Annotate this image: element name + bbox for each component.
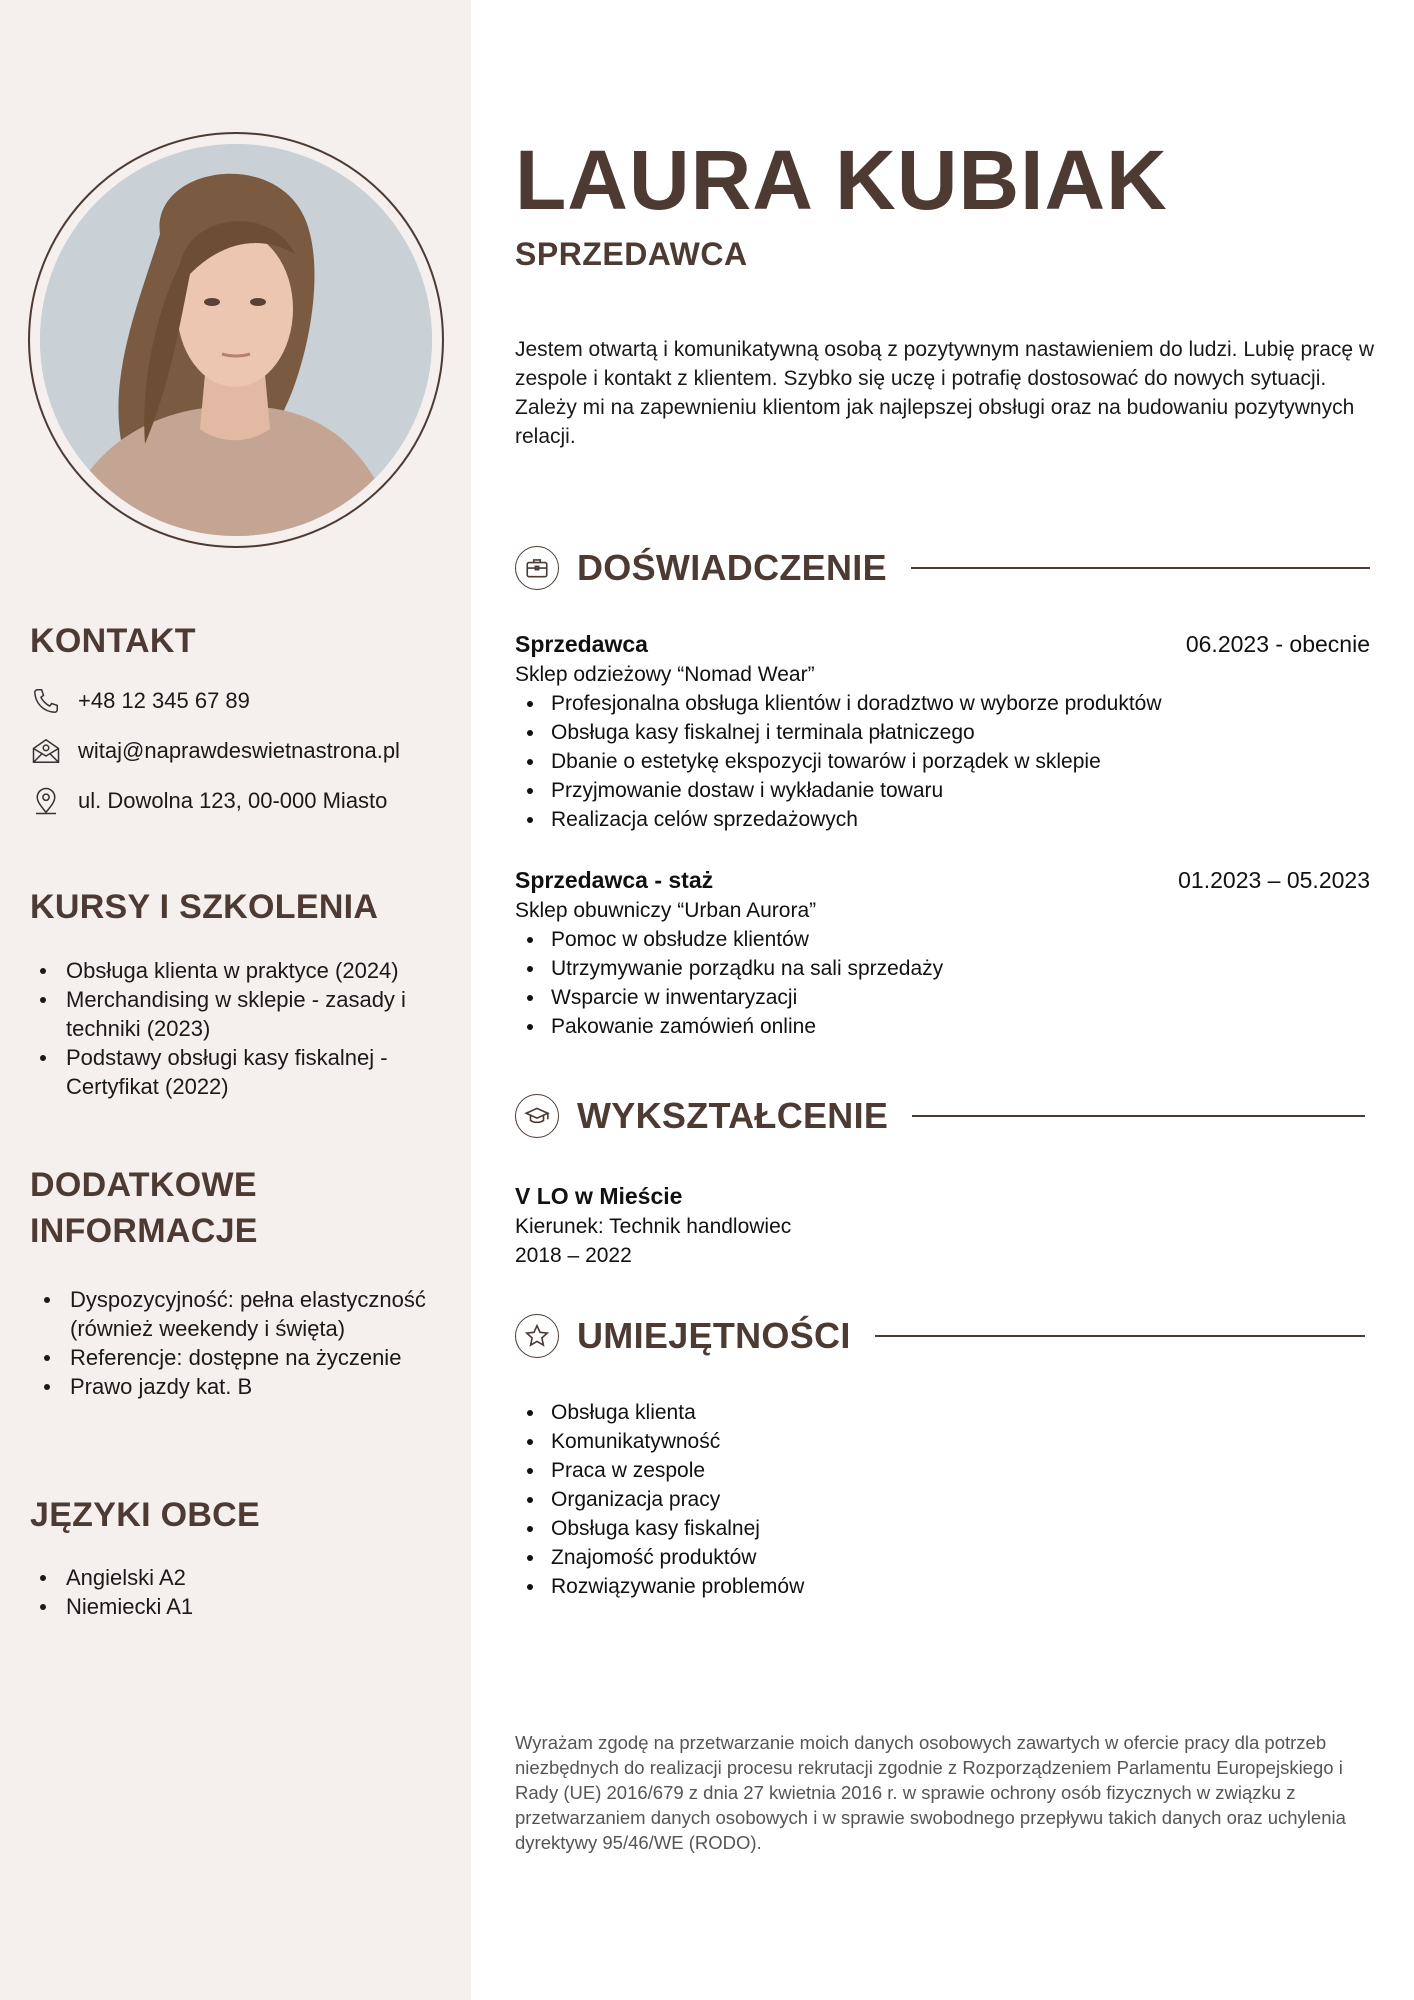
additional-heading-line2: INFORMACJE bbox=[30, 1212, 258, 1250]
list-item: Obsługa kasy fiskalnej i terminala płatniczego bbox=[515, 718, 1370, 747]
list-item: Pomoc w obsłudze klientów bbox=[515, 925, 1370, 954]
job-entry bbox=[515, 864, 1370, 1041]
contact-address-text: ul. Dowolna 123, 00-000 Miasto bbox=[78, 788, 388, 813]
list-item: Profesjonalna obsługa klientów i doradztwo w wyborze produktów bbox=[515, 689, 1370, 718]
courses-list bbox=[30, 956, 450, 1101]
school-years: 2018 – 2022 bbox=[515, 1244, 632, 1267]
list-item: Komunikatywność bbox=[515, 1427, 1115, 1456]
courses-heading: KURSY I SZKOLENIA bbox=[30, 888, 379, 926]
additional-list bbox=[34, 1285, 449, 1401]
candidate-role: SPRZEDAWCA bbox=[515, 236, 748, 272]
job-entry bbox=[515, 628, 1370, 834]
list-item: Pakowanie zamówień online bbox=[515, 1012, 1370, 1041]
school-name: V LO w Mieście bbox=[515, 1183, 683, 1209]
list-item: Merchandising w sklepie - zasady i techniki (2023) bbox=[30, 985, 450, 1043]
sidebar bbox=[0, 0, 471, 2000]
skills-section-header bbox=[515, 1312, 1365, 1360]
school-field: Kierunek: Technik handlowiec bbox=[515, 1215, 792, 1238]
languages-heading: JĘZYKI OBCE bbox=[30, 1496, 261, 1534]
list-item: Obsługa klienta bbox=[515, 1398, 1115, 1427]
list-item: Rozwiązywanie problemów bbox=[515, 1572, 1115, 1601]
list-item: Podstawy obsługi kasy fiskalnej - Certyfikat (2022) bbox=[30, 1043, 450, 1101]
list-item: Organizacja pracy bbox=[515, 1485, 1115, 1514]
experience-heading: DOŚWIADCZENIE bbox=[577, 547, 887, 588]
list-item: Praca w zespole bbox=[515, 1456, 1115, 1485]
additional-heading bbox=[30, 1162, 258, 1254]
star-icon bbox=[515, 1314, 559, 1358]
additional-heading-line1: DODATKOWE bbox=[30, 1166, 257, 1204]
list-item: Przyjmowanie dostaw i wykładanie towaru bbox=[515, 776, 1370, 805]
contact-email-text: witaj@naprawdeswietnastrona.pl bbox=[78, 738, 400, 763]
graduation-cap-icon bbox=[515, 1094, 559, 1138]
candidate-name: LAURA KUBIAK bbox=[515, 133, 1168, 227]
job-date: 06.2023 - obecnie bbox=[1185, 631, 1370, 657]
experience-section-header bbox=[515, 544, 1370, 592]
skills-heading: UMIEJĘTNOŚCI bbox=[577, 1315, 851, 1356]
job-date: 01.2023 – 05.2023 bbox=[1178, 867, 1370, 893]
contact-heading: KONTAKT bbox=[30, 622, 196, 660]
education-entry bbox=[515, 1180, 1115, 1270]
list-item: Utrzymywanie porządku na sali sprzedaży bbox=[515, 954, 1370, 983]
briefcase-icon bbox=[515, 546, 559, 590]
list-item: Dyspozycyjność: pełna elastyczność (również weekendy i święta) bbox=[34, 1285, 449, 1343]
list-item: Realizacja celów sprzedażowych bbox=[515, 805, 1370, 834]
list-item: Referencje: dostępne na życzenie bbox=[34, 1343, 449, 1372]
job-duties bbox=[515, 925, 1370, 1041]
job-company: Sklep odzieżowy “Nomad Wear” bbox=[515, 663, 815, 686]
job-title: Sprzedawca - staż bbox=[515, 867, 714, 893]
skills-list bbox=[515, 1398, 1115, 1601]
list-item: Obsługa klienta w praktyce (2024) bbox=[30, 956, 450, 985]
divider bbox=[911, 567, 1370, 569]
list-item: Niemiecki A1 bbox=[30, 1592, 450, 1621]
phone-icon bbox=[30, 685, 62, 717]
divider bbox=[912, 1115, 1365, 1117]
education-heading: WYKSZTAŁCENIE bbox=[577, 1095, 889, 1136]
contact-phone[interactable] bbox=[30, 684, 250, 718]
contact-email[interactable] bbox=[30, 734, 400, 768]
languages-list bbox=[30, 1563, 450, 1621]
email-icon bbox=[30, 735, 62, 767]
job-duties bbox=[515, 689, 1370, 834]
list-item: Angielski A2 bbox=[30, 1563, 450, 1592]
list-item: Wsparcie w inwentaryzacji bbox=[515, 983, 1370, 1012]
profile-photo bbox=[40, 144, 432, 536]
list-item: Prawo jazdy kat. B bbox=[34, 1372, 449, 1401]
contact-address bbox=[30, 784, 387, 818]
location-pin-icon bbox=[30, 785, 62, 817]
list-item: Znajomość produktów bbox=[515, 1543, 1115, 1572]
job-title: Sprzedawca bbox=[515, 631, 648, 657]
job-company: Sklep obuwniczy “Urban Aurora” bbox=[515, 899, 817, 922]
profile-summary: Jestem otwartą i komunikatywną osobą z pozytywnym nastawieniem do ludzi. Lubię pracę w zespole i kontakt z klientem. Szybko się uczę i potrafię dostosować do nowych sytuacji. Zależy mi na zapewnieniu klientom jak najlepszej obsługi oraz na budowaniu pozytywnych relacji. bbox=[515, 338, 1375, 448]
contact-phone-text: +48 12 345 67 89 bbox=[78, 688, 250, 713]
gdpr-consent-clause: Wyrażam zgodę na przetwarzanie moich danych osobowych zawartych w ofercie pracy dla potrzeb niezbędnych do realizacji procesu rekrutacji zgodnie z Rozporządzeniem Parlamentu Europejskiego i Rady (UE) 2016/679 z dnia 27 kwietnia 2016 r. w sprawie ochrony osób fizycznych w związku z przetwarzaniem danych osobowych i w sprawie swobodnego przepływu takich danych oraz uchylenia dyrektywy 95/46/WE (RODO). bbox=[515, 1732, 1346, 1853]
education-section-header bbox=[515, 1092, 1365, 1140]
list-item: Dbanie o estetykę ekspozycji towarów i porządek w sklepie bbox=[515, 747, 1370, 776]
divider bbox=[875, 1335, 1365, 1337]
list-item: Obsługa kasy fiskalnej bbox=[515, 1514, 1115, 1543]
